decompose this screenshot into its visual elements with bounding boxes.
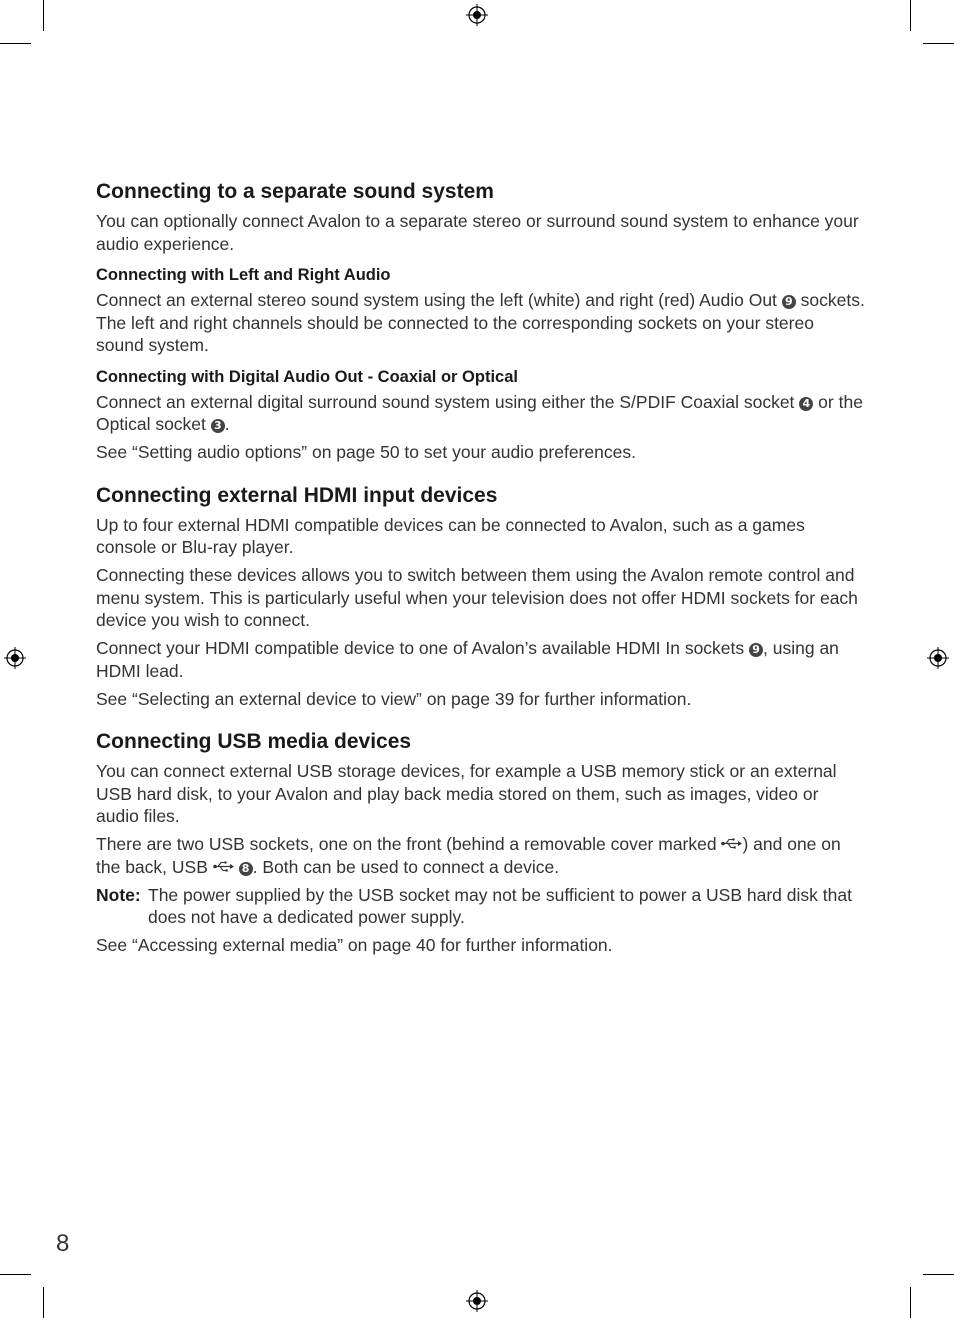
crop-mark <box>910 1287 911 1318</box>
crop-mark <box>0 43 31 44</box>
page-number: 8 <box>56 1230 70 1257</box>
registration-mark-icon <box>927 647 949 669</box>
note-label: Note: <box>96 884 141 905</box>
callout-number-badge: 9 <box>749 643 763 657</box>
text-run: sockets. The left and right channels should be connected to the corresponding sockets on your stereo sound system. <box>96 290 865 355</box>
page-content <box>96 178 866 962</box>
paragraph <box>96 289 866 357</box>
crop-mark <box>0 1274 31 1275</box>
paragraph <box>96 637 866 682</box>
crop-mark <box>43 1287 44 1318</box>
subsection-heading-left-right-audio: Connecting with Left and Right Audio <box>96 266 391 284</box>
text-run: Connect an external digital surround sound system using either the S/PDIF Coaxial socket <box>96 391 795 412</box>
registration-mark-icon <box>466 1290 488 1312</box>
paragraph <box>96 391 866 436</box>
crop-mark <box>43 0 44 31</box>
usb-icon <box>213 861 234 872</box>
crop-mark <box>923 43 954 44</box>
paragraph: See “Setting audio options” on page 50 to set your audio preferences. <box>96 442 636 462</box>
text-run: . Both can be used to connect a device. <box>252 856 560 877</box>
note-text: The power supplied by the USB socket may not be sufficient to power a USB hard disk that does not have a dedicated power supply. <box>148 884 852 927</box>
callout-number-badge: 3 <box>211 419 225 433</box>
callout-number-badge: 9 <box>782 295 796 309</box>
usb-icon <box>721 838 742 849</box>
text-run: Connect an external stereo sound system using the left (white) and right (red) Audio Out <box>96 290 777 310</box>
registration-mark-icon <box>4 647 26 669</box>
text-run: Connect your HDMI compatible device to one of Avalon’s available HDMI In sockets <box>96 638 745 658</box>
paragraph: You can connect external USB storage devices, for example a USB memory stick or an external USB hard disk, to your Avalon and play back media stored on them, such as images, video or audio files. <box>96 761 837 826</box>
text-run: ) and one on the back, USB <box>96 834 841 877</box>
section-intro: You can optionally connect Avalon to a separate stereo or surround sound system to enhance your audio experience. <box>96 211 859 254</box>
registration-mark-icon <box>466 4 488 26</box>
subsection-heading-digital-audio: Connecting with Digital Audio Out - Coaxial or Optical <box>96 367 518 386</box>
crop-mark <box>910 0 911 31</box>
text-run: . <box>224 414 230 434</box>
note-block <box>96 884 866 929</box>
paragraph: See “Accessing external media” on page 40 for further information. <box>96 935 613 955</box>
section-heading-sound-system: Connecting to a separate sound system <box>96 180 494 203</box>
callout-number-badge: 4 <box>799 397 813 411</box>
section-heading-usb: Connecting USB media devices <box>96 730 412 753</box>
paragraph: See “Selecting an external device to view” on page 39 for further information. <box>96 688 692 709</box>
text-run: or the Optical socket <box>96 391 863 434</box>
paragraph <box>96 833 866 878</box>
crop-mark <box>923 1274 954 1275</box>
text-run: , using an HDMI lead. <box>96 638 839 681</box>
callout-number-badge: 8 <box>239 862 253 876</box>
paragraph: Up to four external HDMI compatible devices can be connected to Avalon, such as a games console or Blu-ray player. <box>96 514 805 557</box>
paragraph: Connecting these devices allows you to switch between them using the Avalon remote control and menu system. This is particularly useful when your television does not offer HDMI sockets for each device you wish to connect. <box>96 565 858 630</box>
section-heading-hdmi: Connecting external HDMI input devices <box>96 483 498 507</box>
text-run: There are two USB sockets, one on the front (behind a removable cover marked <box>96 834 717 854</box>
